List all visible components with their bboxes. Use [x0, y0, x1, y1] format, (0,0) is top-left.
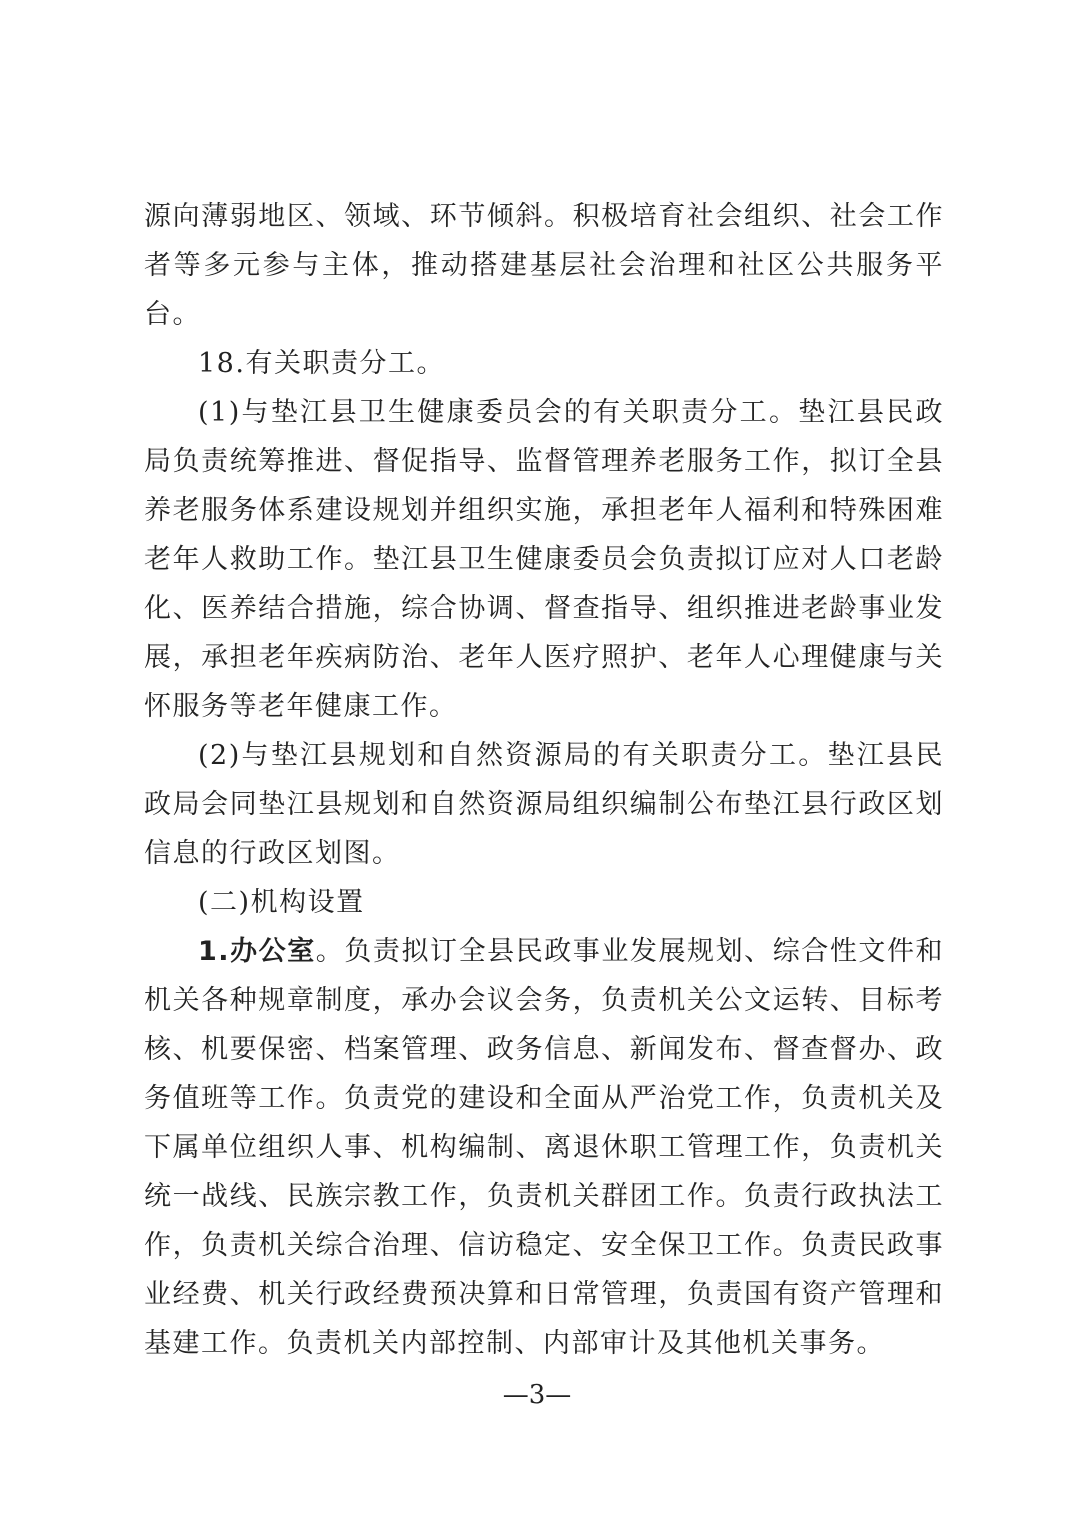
body-text [144, 192, 944, 1368]
page-number: —3— [502, 1380, 572, 1410]
paragraph-continuation: 源向薄弱地区、领域、环节倾斜。积极培育社会组织、社会工作者等多元参与主体，推动搭建基层社会治理和社区公共服务平台。 [144, 201, 944, 330]
paragraph-planning-bureau: (2)与垫江县规划和自然资源局的有关职责分工。垫江县民政局会同垫江县规划和自然资源局组织编制公布垫江县行政区划信息的行政区划图。 [144, 740, 944, 869]
office-heading: 1.办公室 [198, 936, 316, 967]
paragraph-org-setup-heading: (二)机构设置 [198, 887, 365, 918]
paragraph-office [144, 927, 944, 1368]
paragraph-health-commission: (1)与垫江县卫生健康委员会的有关职责分工。垫江县民政局负责统筹推进、督促指导、监督管理养老服务工作，拟订全县养老服务体系建设规划并组织实施，承担老年人福利和特殊困难老年人救助工作。垫江县卫生健康委员会负责拟订应对人口老龄化、医养结合措施，综合协调、督查指导、组织推进老龄事业发展，承担老年疾病防治、老年人医疗照护、老年人心理健康与关怀服务等老年健康工作。 [144, 397, 944, 722]
paragraph-duty-division-heading: 18.有关职责分工。 [198, 348, 445, 379]
office-description: 。负责拟订全县民政事业发展规划、综合性文件和机关各种规章制度，承办会议会务，负责机关公文运转、目标考核、机要保密、档案管理、政务信息、新闻发布、督查督办、政务值班等工作。负责党的建设和全面从严治党工作，负责机关及下属单位组织人事、机构编制、离退休职工管理工作，负责机关统一战线、民族宗教工作，负责机关群团工作。负责行政执法工作，负责机关综合治理、信访稳定、安全保卫工作。负责民政事业经费、机关行政经费预决算和日常管理，负责国有资产管理和基建工作。负责机关内部控制、内部审计及其他机关事务。 [144, 936, 945, 1359]
